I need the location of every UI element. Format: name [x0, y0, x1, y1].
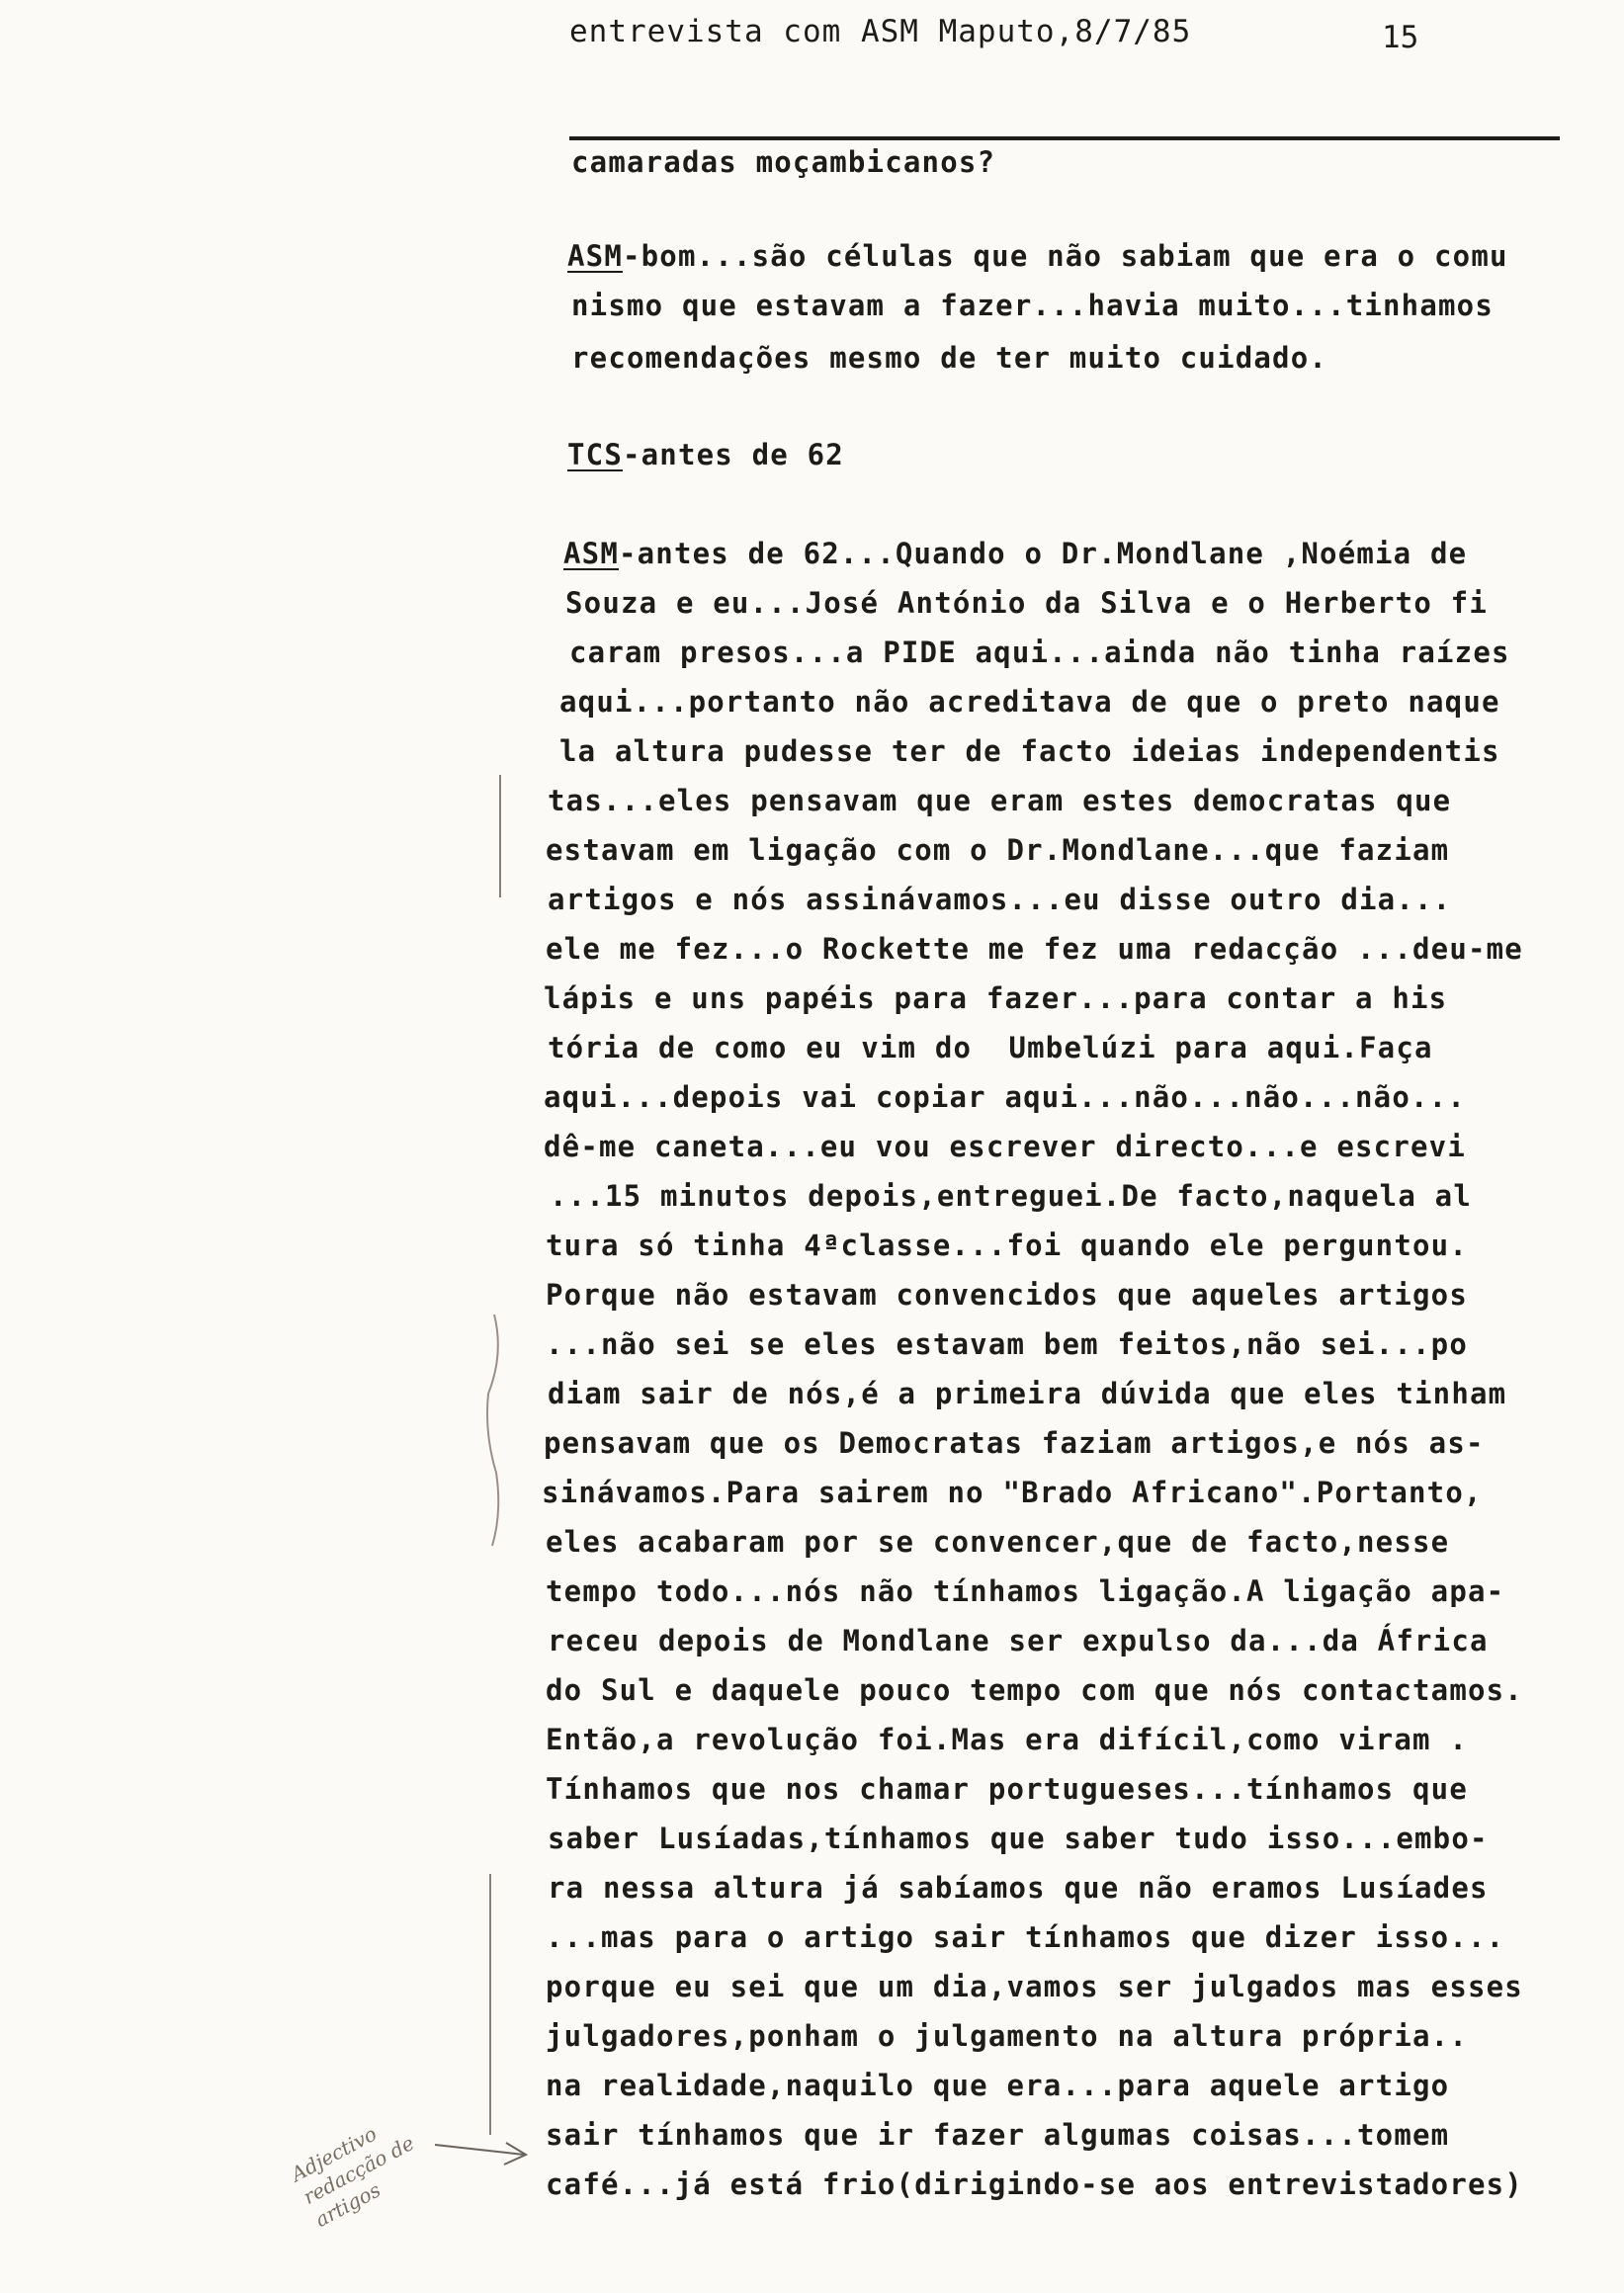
line-text: ...não sei se eles estavam bem feitos,não sei...po	[546, 1327, 1468, 1361]
line-text: recomendações mesmo de ter muito cuidado.	[571, 341, 1328, 375]
line-text: aqui...portanto não acreditava de que o preto naque	[559, 685, 1500, 719]
line-text: Então,a revolução foi.Mas era difícil,como viram .	[546, 1723, 1468, 1756]
speaker-label: TCS	[567, 438, 623, 471]
line-text: sair tínhamos que ir fazer algumas coisas...tomem	[546, 2118, 1450, 2152]
line-text: receu depois de Mondlane ser expulso da...da África	[548, 1624, 1489, 1657]
margin-arrow	[435, 2143, 526, 2165]
line-text: na realidade,naquilo que era...para aquele artigo	[546, 2069, 1450, 2102]
line-text: ...mas para o artigo sair tínhamos que dizer isso...	[546, 1920, 1505, 1954]
margin-bracket	[487, 1315, 498, 1546]
line-text: -bom...são células que não sabiam que era o comu	[622, 239, 1508, 273]
line-text: camaradas moçambicanos?	[571, 145, 996, 179]
speaker-label: ASM	[563, 537, 619, 570]
line-text: saber Lusíadas,tínhamos que saber tudo isso...embo-	[548, 1822, 1489, 1855]
line-text: artigos e nós assinávamos...eu disse outro dia...	[548, 883, 1452, 916]
line-text: aqui...depois vai copiar aqui...não...não...não...	[544, 1080, 1466, 1114]
page-header: entrevista com ASM Maputo,8/7/85	[569, 14, 1192, 49]
line-text: ele me fez...o Rockette me fez uma redacção ...deu-me	[546, 932, 1523, 966]
line-text: pensavam que os Democratas faziam artigos,e nós as-	[544, 1426, 1485, 1460]
line-text: -antes de 62...Quando o Dr.Mondlane ,Noémia de	[618, 537, 1468, 570]
line-text: ...15 minutos depois,entreguei.De facto,naquela al	[550, 1179, 1472, 1213]
line-text: la altura pudesse ter de facto ideias independentis	[559, 734, 1500, 768]
line-text: Tínhamos que nos chamar portugueses...tínhamos que	[546, 1772, 1468, 1806]
line-text: porque eu sei que um dia,vamos ser julgados mas esses	[546, 1970, 1523, 2003]
line-text: tória de como eu vim do Umbelúzi para aqui.Faça	[548, 1031, 1433, 1064]
line-text: Souza e eu...José António da Silva e o Herberto fi	[565, 586, 1488, 620]
page-number: 15	[1382, 20, 1419, 55]
line-text: tas...eles pensavam que eram estes democratas que	[548, 784, 1452, 817]
line-text: julgadores,ponham o julgamento na altura própria..	[546, 2019, 1468, 2053]
line-text: ra nessa altura já sabíamos que não eramos Lusíades	[548, 1871, 1489, 1905]
line-text: do Sul e daquele pouco tempo com que nós contactamos.	[546, 1673, 1523, 1707]
speaker-label: ASM	[567, 239, 623, 273]
line-text: lápis e uns papéis para fazer...para contar a his	[544, 981, 1448, 1015]
line-text: tura só tinha 4ªclasse...foi quando ele perguntou.	[546, 1229, 1468, 1262]
line-text: nismo que estavam a fazer...havia muito...tinhamos	[571, 289, 1494, 322]
line-text: sinávamos.Para sairem no "Brado Africano".Portanto,	[542, 1476, 1483, 1509]
margin-note: Adjectivo redacção de artigos	[287, 2121, 418, 2232]
line-text: diam sair de nós,é a primeira dúvida que eles tinham	[548, 1377, 1507, 1410]
line-text: -antes de 62	[622, 438, 844, 471]
line-text: café...já está frio(dirigindo-se aos entrevistadores)	[546, 2167, 1523, 2201]
line-text: estavam em ligação com o Dr.Mondlane...que faziam	[546, 833, 1450, 867]
line-text: tempo todo...nós não tínhamos ligação.A ligação apa-	[546, 1574, 1505, 1608]
line-text: eles acabaram por se convencer,que de facto,nesse	[546, 1525, 1450, 1559]
line-text: dê-me caneta...eu vou escrever directo...e escrevi	[544, 1130, 1466, 1163]
line-text: caram presos...a PIDE aqui...ainda não tinha raízes	[569, 636, 1510, 669]
line-text: Porque não estavam convencidos que aqueles artigos	[546, 1278, 1468, 1312]
